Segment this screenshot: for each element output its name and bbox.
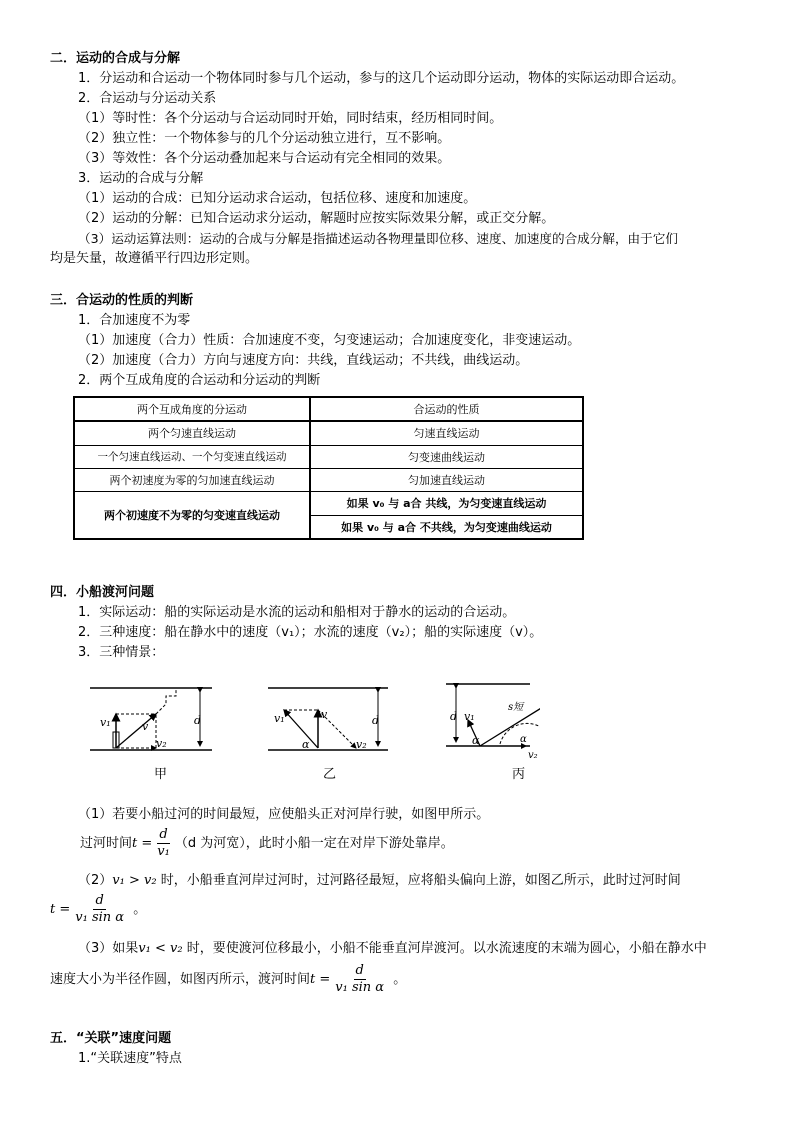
figure-label: 乙 <box>323 767 337 782</box>
table-cell: 匀加速直线运动 <box>310 468 583 491</box>
paragraph: （1）若要小船过河的时间最短，应使船头正对河岸行驶，如图甲所示。 <box>78 807 490 822</box>
table-row <box>74 421 583 445</box>
paragraph: 均是矢量，故遵循平行四边形定则。 <box>50 251 259 266</box>
paragraph: （3）等效性：各个分运动叠加起来与合运动有完全相同的效果。 <box>78 151 451 166</box>
text-span: 速度大小为半径作圆，如图丙所示，渡河时间 <box>50 972 311 987</box>
paragraph: 1．实际运动：船的实际运动是水流的运动和船相对于静水的运动的合运动。 <box>78 605 516 620</box>
section-3-title: 三．合运动的性质的判断 <box>50 293 194 308</box>
table-row <box>74 492 583 515</box>
formula-line-3 <box>50 962 406 998</box>
section-4-title: 四．小船渡河问题 <box>50 585 155 600</box>
fraction-numerator: d <box>355 963 364 978</box>
fraction-d-over-v1-sina <box>333 963 386 996</box>
paragraph: 2．两个互成角度的合运动和分运动的判断 <box>78 373 321 388</box>
fraction-denominator: v₁ sin α <box>335 980 385 995</box>
svg-text:d: d <box>372 714 380 727</box>
paragraph: （2）独立性：一个物体参与的几个分运动独立进行，互不影响。 <box>78 131 451 146</box>
paragraph: 3．三种情景： <box>78 645 165 660</box>
table-row <box>74 445 583 468</box>
text-span: （3）如果 <box>78 941 139 956</box>
fraction-d-over-v1 <box>155 827 172 860</box>
figure-yi <box>268 688 388 751</box>
figure-bing <box>446 684 540 761</box>
condition-v1-lt-v2: v₁ < v₂ <box>138 941 183 956</box>
paragraph: 2．合运动与分运动关系 <box>78 91 217 106</box>
table-cell: 匀变速曲线运动 <box>310 445 583 468</box>
table-row <box>74 468 583 491</box>
table-header-cell: 合运动的性质 <box>310 397 583 421</box>
svg-text:α: α <box>520 734 527 745</box>
figure-label: 甲 <box>154 767 168 782</box>
table-cell: 两个初速度为零的匀加速直线运动 <box>74 468 310 491</box>
paragraph: （3）运动运算法则：运动的合成与分解是指描述运动各物理量即位移、速度、加速度的合成分解，由于它们 <box>78 231 678 246</box>
table-header-cell: 两个互成角度的分运动 <box>74 397 310 421</box>
svg-text:α: α <box>302 738 310 751</box>
formula-t: t = <box>310 972 331 987</box>
figure-jia <box>90 688 212 750</box>
formula-line-1 <box>80 826 454 862</box>
svg-text:v₂: v₂ <box>156 737 167 750</box>
paragraph: （2）加速度（合力）方向与速度方向：共线，直线运动；不共线，曲线运动。 <box>78 353 529 368</box>
fraction-numerator: d <box>159 827 168 842</box>
svg-text:d: d <box>450 710 458 723</box>
paragraph <box>78 872 681 890</box>
svg-text:v₁: v₁ <box>100 716 111 729</box>
period: 。 <box>393 972 407 987</box>
formula-prefix: 过河时间 <box>80 836 133 851</box>
table-cell: 如果 v₀ 与 a合 共线，为匀变速直线运动 <box>310 492 583 515</box>
text-span: （2） <box>78 873 113 888</box>
fraction-denominator: v₁ sin α <box>75 910 125 925</box>
svg-text:v₁: v₁ <box>274 712 285 725</box>
paragraph: （1）加速度（合力）性质：合加速度不变，匀变速运动；合加速度变化，非变速运动。 <box>78 333 581 348</box>
svg-text:v₂: v₂ <box>356 738 367 751</box>
boat-crossing-figures <box>80 672 540 790</box>
paragraph: 1．分运动和合运动一个物体同时参与几个运动，参与的这几个运动即分运动，物体的实际运动即合运动。 <box>78 71 685 86</box>
period: 。 <box>133 902 147 917</box>
formula-t: t = <box>50 902 71 917</box>
text-span: 时，要使渡河位移最小，小船不能垂直河岸渡河。以水流速度的末端为圆心，小船在静水中 <box>186 941 707 956</box>
svg-text:v: v <box>142 720 149 733</box>
formula-suffix: （d 为河宽），此时小船一定在对岸下游处靠岸。 <box>174 836 454 851</box>
condition-v1-gt-v2: v₁ > v₂ <box>112 873 157 888</box>
table-cell: 两个匀速直线运动 <box>74 421 310 445</box>
paragraph: （1）等时性：各个分运动与合运动同时开始，同时结束，经历相同时间。 <box>78 111 503 126</box>
paragraph: 2．三种速度：船在静水中的速度（v₁）；水流的速度（v₂）；船的实际速度（v）。 <box>78 625 543 640</box>
section-2-title: 二．运动的合成与分解 <box>50 51 181 66</box>
fraction-denominator: v₁ <box>157 844 170 859</box>
svg-text:v₁: v₁ <box>464 710 475 723</box>
table-cell: 两个初速度不为零的匀变速直线运动 <box>74 492 310 539</box>
table-cell: 一个匀速直线运动、一个匀变速直线运动 <box>74 445 310 468</box>
formula-t: t = <box>132 836 153 851</box>
table-cell: 如果 v₀ 与 a合 不共线，为匀变速曲线运动 <box>310 515 583 539</box>
paragraph: （2）运动的分解：已知合运动求分运动，解题时应按实际效果分解，或正交分解。 <box>78 211 555 226</box>
figure-label: 丙 <box>512 767 526 782</box>
text-span: 时，小船垂直河岸过河时，过河路径最短，应将船头偏向上游，如图乙所示，此时过河时间 <box>160 873 681 888</box>
svg-text:d: d <box>194 714 202 727</box>
paragraph: 1.“关联速度”特点 <box>78 1051 182 1066</box>
fraction-numerator: d <box>95 893 104 908</box>
section-5-title: 五．“关联”速度问题 <box>50 1031 172 1046</box>
paragraph: 3．运动的合成与分解 <box>78 171 204 186</box>
formula-line-2 <box>50 892 146 928</box>
paragraph: （1）运动的合成：已知分运动求合运动，包括位移、速度和加速度。 <box>78 191 477 206</box>
table-cell: 匀速直线运动 <box>310 421 583 445</box>
svg-text:α: α <box>472 734 480 747</box>
fraction-d-over-v1-sina <box>73 893 126 926</box>
motion-table <box>73 396 584 540</box>
svg-text:v₂: v₂ <box>528 750 538 761</box>
paragraph: 1．合加速度不为零 <box>78 313 191 328</box>
paragraph <box>78 940 707 958</box>
svg-text:v: v <box>321 708 328 721</box>
svg-text:s短: s短 <box>508 702 524 713</box>
table-header-row <box>74 397 583 421</box>
